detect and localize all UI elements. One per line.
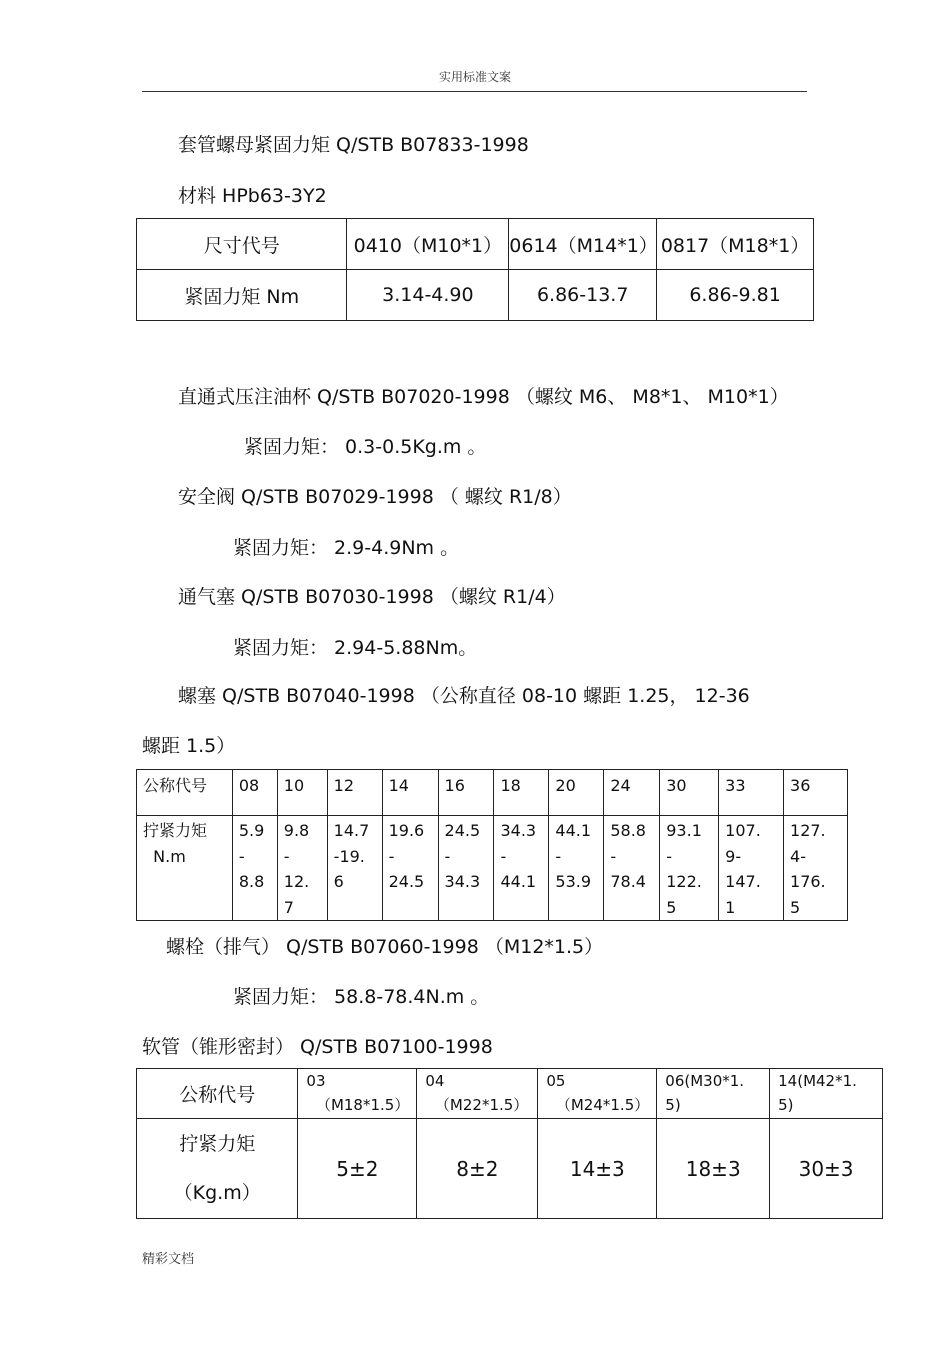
table-cell: 10 [277, 770, 327, 816]
table-cell: 公称代号 [137, 1069, 298, 1119]
table-cell: 33 [719, 770, 784, 816]
page-footer: 精彩文档 [142, 1252, 195, 1267]
table-cell: 06(M30*1. 5) [657, 1069, 770, 1119]
safety-valve-torque: 紧固力矩： 2.9-4.9Nm 。 [233, 537, 460, 559]
table-cell: 19.6 - 24.5 [382, 816, 438, 921]
table-cell: 拧紧力矩 （Kg.m） [137, 1119, 298, 1219]
table-cell: 尺寸代号 [137, 219, 347, 270]
nut-torque-table [136, 218, 814, 321]
table-row [137, 270, 814, 321]
table-cell: 18 [494, 770, 549, 816]
table-cell: 0410（M10*1） [347, 219, 509, 270]
table-cell: 16 [438, 770, 494, 816]
screw-plug-title: 螺塞 Q/STB B07040-1998 （公称直径 08-10 螺距 1.25， 12-36 [178, 685, 750, 707]
page-header: 实用标准文案 [438, 70, 511, 84]
screw-plug-torque-table [136, 769, 848, 921]
table-cell: 9.8 - 12. 7 [277, 816, 327, 921]
nut-material: 材料 HPb63-3Y2 [178, 185, 327, 207]
table-cell: 30 [660, 770, 719, 816]
screw-plug-title-cont: 螺距 1.5） [142, 735, 236, 757]
table-cell: 14(M42*1. 5) [770, 1069, 883, 1119]
table-cell: 08 [232, 770, 277, 816]
table-cell: 34.3 - 44.1 [494, 816, 549, 921]
table-cell: 12 [327, 770, 382, 816]
table-cell: 6.86-9.81 [657, 270, 814, 321]
table-cell: 5.9 - 8.8 [232, 816, 277, 921]
table-cell: 14 [382, 770, 438, 816]
table-cell: 05 （M24*1.5） [538, 1069, 657, 1119]
table-header-row [137, 1069, 883, 1119]
table-cell: 6.86-13.7 [509, 270, 657, 321]
safety-valve-title: 安全阀 Q/STB B07029-1998 （ 螺纹 R1/8） [178, 486, 572, 508]
nut-title: 套管螺母紧固力矩 Q/STB B07833-1998 [178, 134, 529, 156]
table-row [137, 816, 848, 921]
table-cell: 107. 9- 147. 1 [719, 816, 784, 921]
table-cell: 5±2 [298, 1119, 417, 1219]
bolt-title: 螺栓（排气） Q/STB B07060-1998 （M12*1.5） [166, 936, 604, 958]
table-cell: 紧固力矩 Nm [137, 270, 347, 321]
table-cell: 18±3 [657, 1119, 770, 1219]
hose-title: 软管（锥形密封） Q/STB B07100-1998 [142, 1036, 493, 1058]
table-cell: 14±3 [538, 1119, 657, 1219]
table-cell: 30±3 [770, 1119, 883, 1219]
table-cell: 拧紧力矩 N.m [137, 816, 233, 921]
oil-cup-title: 直通式压注油杯 Q/STB B07020-1998 （螺纹 M6、 M8*1、 M10*1） [178, 386, 789, 408]
vent-plug-title: 通气塞 Q/STB B07030-1998 （螺纹 R1/4） [178, 586, 566, 608]
table-cell: 03 （M18*1.5） [298, 1069, 417, 1119]
table-cell: 44.1 - 53.9 [549, 816, 604, 921]
table-cell: 0817（M18*1） [657, 219, 814, 270]
table-cell: 127. 4- 176. 5 [784, 816, 848, 921]
table-cell: 0614（M14*1） [509, 219, 657, 270]
bolt-torque: 紧固力矩： 58.8-78.4N.m 。 [233, 986, 490, 1008]
hose-torque-table [136, 1068, 883, 1219]
table-cell: 58.8 - 78.4 [604, 816, 660, 921]
table-cell: 24.5 - 34.3 [438, 816, 494, 921]
table-cell: 20 [549, 770, 604, 816]
header-rule [142, 91, 807, 92]
table-cell: 36 [784, 770, 848, 816]
table-cell: 04 （M22*1.5） [417, 1069, 538, 1119]
oil-cup-torque: 紧固力矩： 0.3-0.5Kg.m 。 [244, 436, 487, 458]
table-cell: 24 [604, 770, 660, 816]
table-cell: 14.7 -19. 6 [327, 816, 382, 921]
vent-plug-torque: 紧固力矩： 2.94-5.88Nm。 [233, 637, 478, 659]
table-header-row [137, 770, 848, 816]
table-cell: 93.1 - 122. 5 [660, 816, 719, 921]
table-cell: 8±2 [417, 1119, 538, 1219]
table-cell: 公称代号 [137, 770, 233, 816]
table-row [137, 1119, 883, 1219]
table-cell: 3.14-4.90 [347, 270, 509, 321]
table-header-row [137, 219, 814, 270]
